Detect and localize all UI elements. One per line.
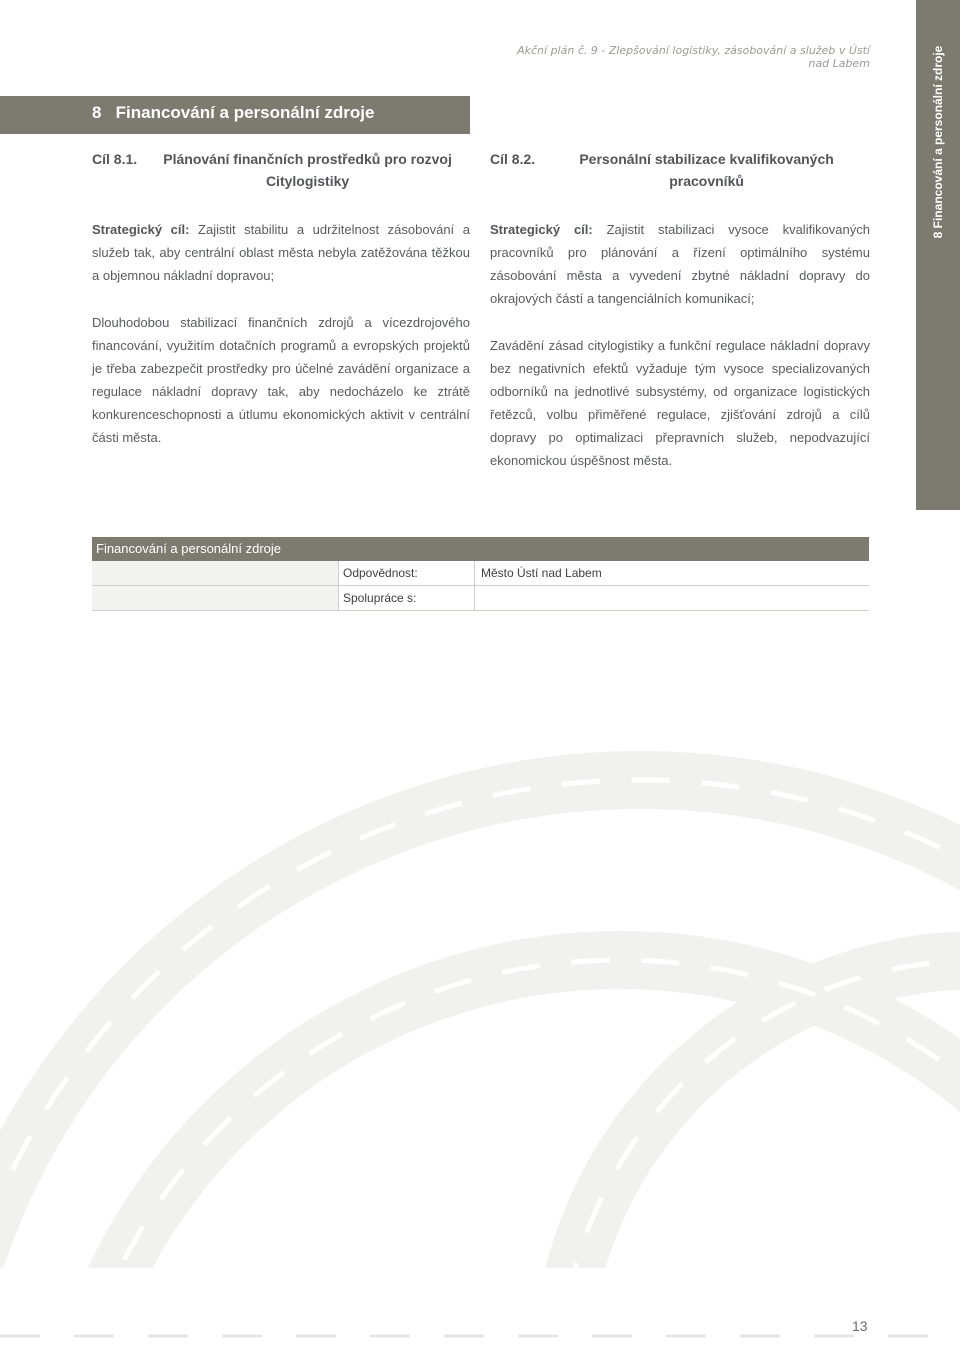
goal-8-1-strategic-text: Zajistit stabilitu a udržitelnost zásobování a služeb tak, aby centrální oblast města nebyla zatěžována těžkou a objemnou nákladní dopravou; [92,222,470,283]
goal-8-2-heading [490,148,870,192]
goal-8-1-paragraph: Dlouhodobou stabilizací finančních zdrojů a vícezdrojového financování, využitím dotačních programů a evropských projektů je třeba zabezpečit prostředky pro účelné zavádění organizace a regulace nákladní dopravy tak, aby nedocházelo ke ztrátě konkurenceschopnosti a útlumu ekonomických aktivit v centrální části města. [92,315,470,445]
goal-8-1-title: Plánování finančních prostředků pro rozvoj Citylogistiky [163,151,452,189]
table-row-value: Město Ústí nad Labem [474,561,869,585]
responsibility-table-title: Financování a personální zdroje [92,537,869,561]
table-row-value [474,586,869,610]
goal-8-2-strategic-text: Zajistit stabilizaci vysoce kvalifikovaných pracovníků pro plánování a řízení optimálního systému zásobování města a vyvedení zbytné nákladní dopravy do okrajových částí a tangenciálních komunikací; [490,222,870,306]
table-spacer-cell [92,586,338,610]
page-number: 13 [852,1318,868,1334]
responsibility-table [92,537,869,611]
goal-8-1-column [92,148,470,449]
goal-8-1-strategic-label: Strategický cíl: [92,222,190,237]
goal-8-1-strategic-goal [92,218,470,287]
goal-8-2-column [490,148,870,472]
goal-8-2-number: Cíl 8.2. [490,151,536,167]
chapter-side-tab-label: 8 Financování a personální zdroje [931,45,945,239]
goal-8-1-heading [92,148,470,192]
table-row [92,586,869,611]
goal-8-2-paragraph: Zavádění zásad citylogistiky a funkční regulace nákladní dopravy bez negativních efektů vyžaduje tým vysoce specializovaných odborníků na jednotlivé subsystémy, od organizace logistických řetězců, volbu přiměřené regulace, zjišťování zdrojů a cílů dopravy po optimalizaci přepravních služeb, nepodvazující ekonomickou úspěšnost města. [490,338,870,468]
chapter-side-tab [916,0,960,510]
goal-8-2-strategic-goal [490,218,870,310]
running-header: Akční plán č. 9 - Zlepšování logistiky, zásobování a služeb v Ústí nad Labem [517,44,870,70]
goal-8-2-strategic-label: Strategický cíl: [490,222,593,237]
table-row [92,561,869,586]
goal-8-1-number: Cíl 8.1. [92,151,138,167]
table-spacer-cell [92,561,338,585]
goal-8-2-title: Personální stabilizace kvalifikovaných pracovníků [579,151,834,189]
section-title: 8 Financování a personální zdroje [92,103,375,122]
table-row-label: Odpovědnost: [338,561,474,585]
section-header-band [0,96,470,134]
table-row-label: Spolupráce s: [338,586,474,610]
